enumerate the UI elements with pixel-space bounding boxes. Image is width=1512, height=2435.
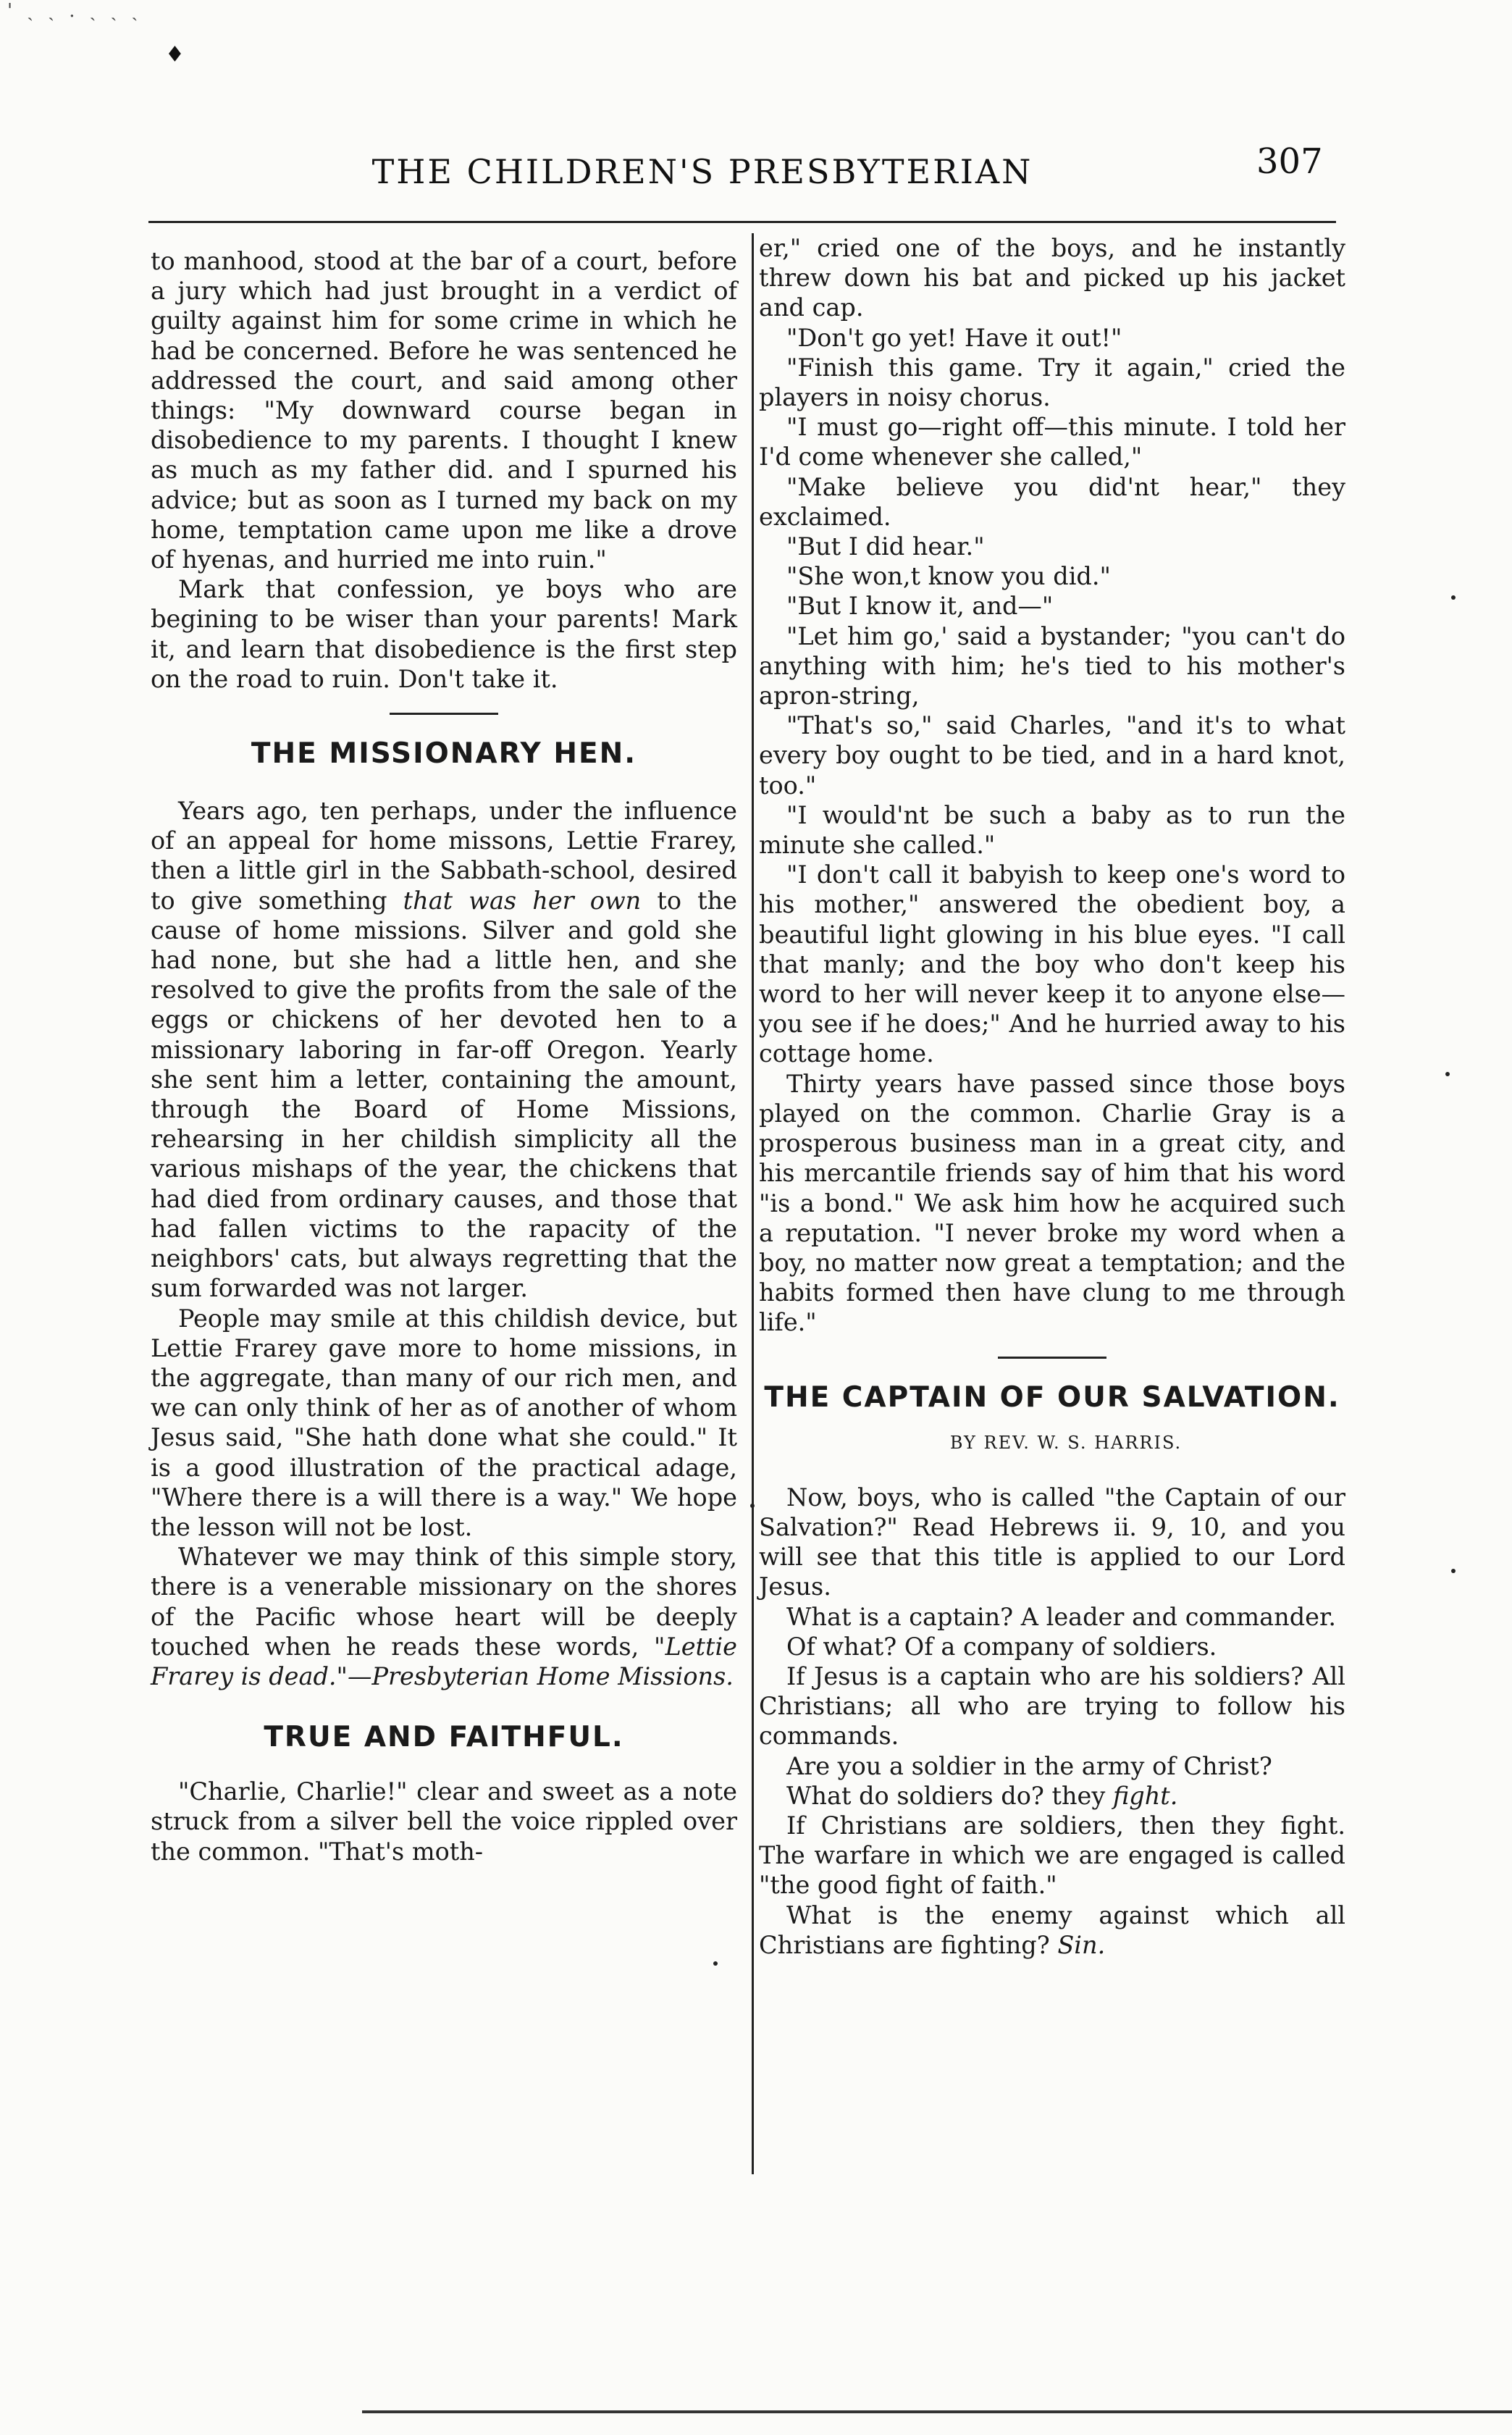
paragraph: "Don't go yet! Have it out!" (786, 323, 1122, 352)
paragraph: What is a captain? A leader and commander. (786, 1602, 1336, 1631)
paragraph: "Finish this game. Try it again," cried the players in noisy chorus. (759, 353, 1345, 412)
page-number: 307 (1256, 141, 1323, 182)
paragraph: "I don't call it babyish to keep one's word to his mother," answered the obedient boy, a beautiful light glowing in his blue eyes. "I call that manly; and the boy who don't keep his word to her will never keep it to anyone else—you see if he does;" And he hurried away to his cottage home. (759, 860, 1345, 1068)
paragraph: "I must go—right off—this minute. I told her I'd come whenever she called," (759, 413, 1345, 472)
paragraph: "She won,t know you did." (786, 562, 1111, 591)
paragraph: "I would'nt be such a baby as to run the minute she called." (759, 800, 1345, 860)
paragraph: "Make believe you did'nt hear," they exclaimed. (759, 472, 1345, 531)
top-edge-marks: ' ˎ ˏ . ˎ ˎ ˏ (7, 0, 143, 22)
bullet-mark: ♦ (165, 42, 185, 67)
column-divider (752, 233, 754, 2174)
paragraph: What is the enemy against which all Christians are fighting? Sin. (759, 1900, 1345, 1959)
paragraph: "That's so," said Charles, "and it's to what every boy ought to be tied, and in a hard knot, too." (759, 711, 1345, 800)
article-title: THE MISSIONARY HEN. (251, 737, 637, 771)
paragraph: Of what? Of a company of soldiers. (786, 1632, 1217, 1661)
byline: BY REV. W. S. HARRIS. (949, 1432, 1183, 1453)
running-title: THE CHILDREN'S PRESBYTERIAN (371, 152, 1033, 191)
bottom-edge-rule (362, 2410, 1512, 2413)
paragraph: "But I did hear." (786, 532, 985, 561)
right-column (759, 233, 1345, 1960)
paragraph: People may smile at this childish device, but Lettie Frarey gave more to home missions, in the aggregate, than many of our rich men, and we can only think of her as of another of whom Jesus said, "She hath done what she could." It is a good illustration of the practical adage, "Where there is a will there is a way." We hope the lesson will not be lost. (151, 1304, 737, 1541)
paragraph: Thirty years have passed since those boys played on the common. Charlie Gray is a prosperous business man in a great city, and his mercantile friends say of him that his word "is a bond." We ask him how he acquired such a reputation. "I never broke my word when a boy, no matter now great a temptation; and the habits formed then have clung to me through life." (759, 1069, 1345, 1337)
article-title: TRUE AND FAITHFUL. (264, 1721, 624, 1754)
paragraph: to manhood, stood at the bar of a court, before a jury which had just brought in a verdict of guilty against him for some crime in which he had be concerned. Before he was sentenced he addressed the court, and said among other things: "My downward course began in disobedience to my parents. I thought I knew as much as my father did. and I spurned his advice; but as soon as I turned my back on my home, temptation came upon me like a drove of hyenas, and hurried me into ruin." (151, 247, 737, 574)
paragraph: "But I know it, and—" (786, 592, 1054, 621)
paragraph: "Charlie, Charlie!" clear and sweet as a note struck from a silver bell the voice rippled over the common. "That's moth- (151, 1777, 737, 1866)
paragraph: Are you a soldier in the army of Christ? (786, 1751, 1272, 1780)
print-speck (1451, 1569, 1456, 1573)
article-title: THE CAPTAIN OF OUR SALVATION. (764, 1380, 1340, 1414)
paragraph: What do soldiers do? they fight. (786, 1781, 1178, 1810)
paragraph: Mark that confession, ye boys who are begining to be wiser than your parents! Mark it, and learn that disobedience is the first step on the road to ruin. Don't take it. (151, 575, 737, 693)
paragraph: er," cried one of the boys, and he instantly threw down his bat and picked up his jacket and cap. (759, 234, 1345, 322)
paragraph: "Let him go,' said a bystander; "you can't do anything with him; he's tied to his mother's apron-string, (759, 621, 1345, 711)
paragraph: Years ago, ten perhaps, under the influence of an appeal for home missons, Lettie Frarey, then a little girl in the Sabbath-school, desired to give something that was her own to the cause of home missions. Silver and gold she had none, but she had a little hen, and she resolved to give the profits from the sale of the eggs or chickens of her devoted hen to a missionary laboring in far-off Oregon. Yearly she sent him a letter, containing the amount, through the Board of Home Missions, rehearsing in her childish simplicity all the various mishaps of the year, the chickens that had died from ordinary causes, and those that had fallen victims to the rapacity of the neighbors' cats, but always regretting that the sum forwarded was not larger. (151, 797, 737, 1303)
print-speck (713, 1961, 718, 1966)
print-speck (750, 1504, 755, 1508)
paragraph: If Jesus is a captain who are his soldiers? All Christians; all who are trying to follow his commands. (759, 1661, 1345, 1751)
header-rule (148, 221, 1336, 223)
paragraph: If Christians are soldiers, then they fight. The warfare in which we are engaged is called "the good fight of faith." (759, 1811, 1345, 1900)
print-speck (1451, 595, 1456, 600)
left-column (151, 246, 737, 1866)
paragraph: Whatever we may think of this simple story, there is a venerable missionary on the shores of the Pacific whose heart will be deeply touched when he reads these words, "Lettie Frarey is dead."—Presbyterian Home Missions. (151, 1543, 737, 1690)
print-speck (1445, 1072, 1450, 1076)
paragraph: Now, boys, who is called "the Captain of our Salvation?" Read Hebrews ii. 9, 10, and you will see that this title is applied to our Lord Jesus. (759, 1483, 1345, 1601)
